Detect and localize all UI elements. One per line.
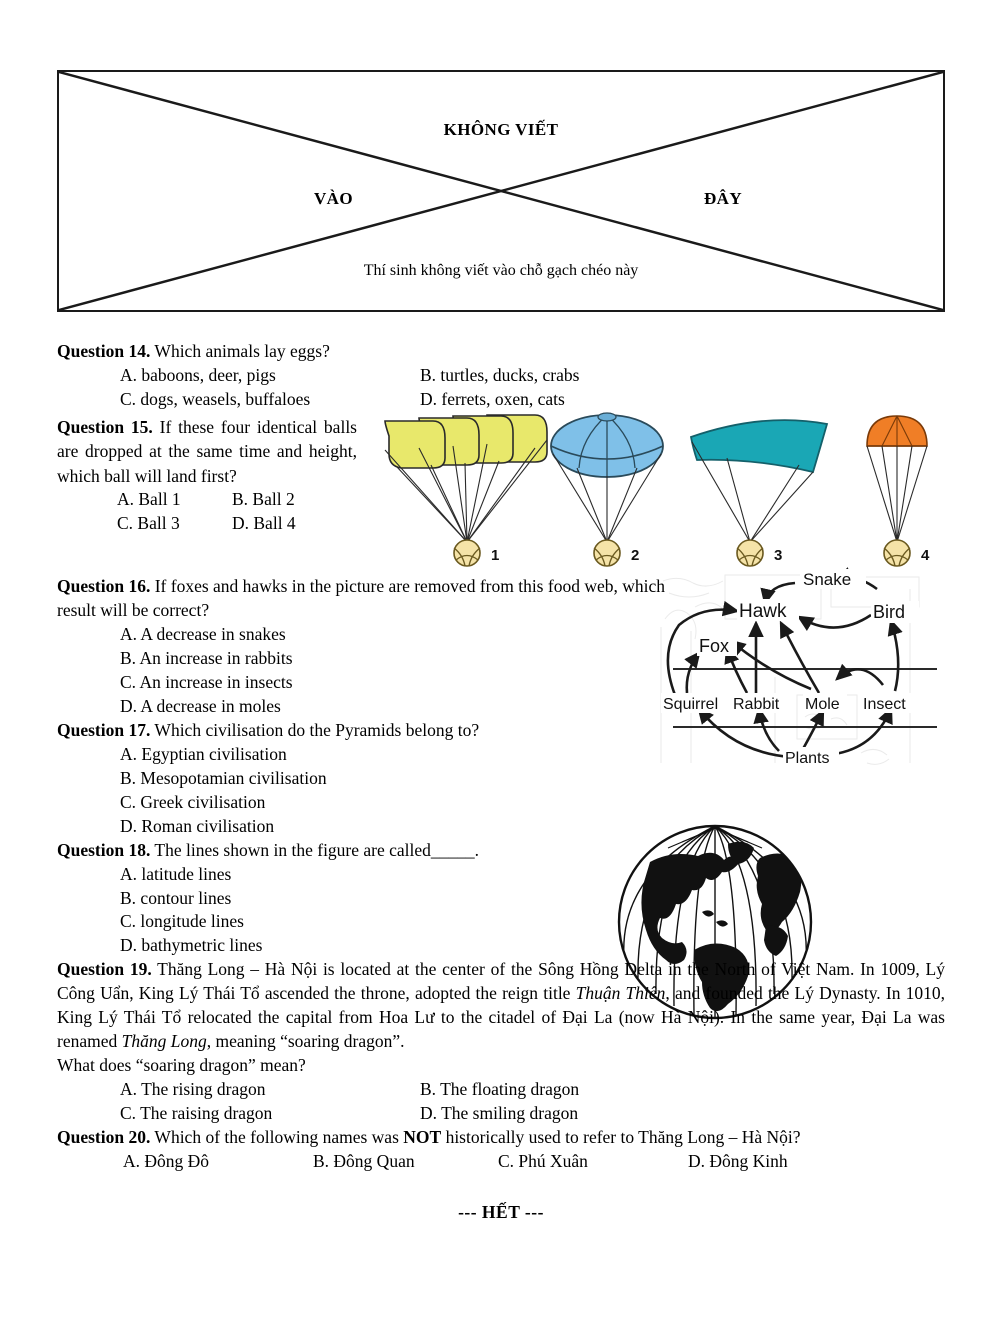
question-17-prompt (57, 719, 945, 743)
question-17-option-c[interactable]: C. Greek civilisation (120, 791, 266, 812)
question-15-text: If these four identical balls are dropped at the same time and height, which ball will land first? (57, 416, 357, 486)
question-15-option-d[interactable]: D. Ball 4 (232, 513, 296, 534)
question-18-option-b[interactable]: B. contour lines (120, 887, 232, 908)
question-20-text-before: Which of the following names was (154, 1127, 404, 1148)
foodweb-node-squirrel: Squirrel (663, 695, 719, 713)
question-16-text: If foxes and hawks in the picture are removed from this food web, which result will be correct? (57, 575, 665, 620)
question-15-option-row-1 (57, 488, 387, 512)
parachute-illustration (375, 410, 950, 570)
question-20-option-a[interactable]: A. Đông Đô (123, 1151, 210, 1172)
question-17-option-d[interactable]: D. Roman civilisation (120, 815, 275, 836)
question-17-option-b[interactable]: B. Mesopotamian civilisation (120, 767, 327, 788)
question-16-option-b[interactable]: B. An increase in rabbits (120, 647, 293, 668)
nowrite-top-label: KHÔNG VIẾT (443, 120, 559, 139)
question-14-option-row-2 (57, 388, 945, 412)
parachute-4 (867, 416, 930, 566)
question-14-option-row-1 (57, 364, 945, 388)
nowrite-left-label: VÀO (314, 189, 353, 208)
question-15-number: Question 15. (57, 416, 153, 437)
question-20-prompt (57, 1126, 945, 1150)
question-19-option-a[interactable]: A. The rising dragon (120, 1079, 266, 1100)
do-not-write-box (57, 70, 945, 312)
foodweb-node-fox: Fox (699, 635, 730, 656)
question-19-option-c[interactable]: C. The raising dragon (120, 1103, 273, 1124)
parachute-3-index: 3 (774, 546, 783, 564)
question-15 (57, 415, 945, 575)
parachute-1 (385, 415, 547, 566)
foodweb-node-plants: Plants (785, 749, 830, 767)
question-15-option-b[interactable]: B. Ball 2 (232, 489, 295, 510)
question-14-prompt (57, 340, 945, 364)
question-16-prompt (57, 575, 672, 623)
question-20-emphasis-not: NOT (403, 1127, 442, 1148)
question-17-text: Which civilisation do the Pyramids belong to? (154, 719, 480, 740)
parachute-2-index: 2 (631, 546, 640, 564)
question-19-option-b[interactable]: B. The floating dragon (420, 1079, 580, 1100)
foodweb-node-mole: Mole (805, 695, 840, 713)
question-20-option-b[interactable]: B. Đông Quan (313, 1151, 415, 1172)
question-18-text: The lines shown in the figure are called_____. (154, 839, 480, 860)
question-20 (57, 1126, 945, 1174)
question-19 (57, 958, 945, 1126)
question-14-option-b[interactable]: B. turtles, ducks, crabs (420, 364, 580, 385)
question-20-option-d[interactable]: D. Đông Kinh (688, 1151, 788, 1172)
question-19-part-3: , meaning “soaring dragon”. (206, 1031, 405, 1052)
question-14-option-c[interactable]: C. dogs, weasels, buffaloes (120, 388, 311, 409)
question-15-option-row-2 (57, 512, 387, 536)
question-19-number: Question 19. (57, 959, 152, 980)
parachute-balls-figure (375, 410, 950, 570)
question-20-option-c[interactable]: C. Phú Xuân (498, 1151, 588, 1172)
question-16-option-d[interactable]: D. A decrease in moles (120, 695, 281, 716)
question-14-option-a[interactable]: A. baboons, deer, pigs (120, 364, 276, 385)
question-19-part-2: , and founded the Lý Dynasty. In 1010, King Lý Thái Tổ relocated the capital from Hoa Lư to the citadel of Đại La (now Hà Nội). In the same year, Đại La was renamed (57, 983, 945, 1052)
question-19-part-1: Thăng Long – Hà Nội is located at the center of the Sông Hồng Delta in the North of Việt Nam. In 1009, Lý Công Uẩn, King Lý Thái Tổ ascended the throne, adopted the reign title (57, 959, 945, 1004)
question-19-city-name: Thăng Long (121, 1031, 207, 1052)
foodweb-node-bird: Bird (873, 601, 906, 622)
question-20-number: Question 20. (57, 1127, 151, 1148)
foodweb-node-insect: Insect (863, 695, 906, 713)
question-14 (57, 340, 945, 412)
question-18-option-c[interactable]: C. longitude lines (120, 911, 244, 932)
question-19-paragraph (57, 958, 945, 1054)
question-16-option-a[interactable]: A. A decrease in snakes (120, 623, 286, 644)
foodweb-node-hawk: Hawk (739, 600, 787, 622)
parachute-4-index: 4 (921, 546, 930, 564)
parachute-1-index: 1 (491, 546, 500, 564)
question-16-number: Question 16. (57, 575, 151, 596)
question-14-option-d[interactable]: D. ferrets, oxen, cats (420, 388, 565, 409)
question-18-number: Question 18. (57, 839, 151, 860)
foodweb-node-rabbit: Rabbit (733, 695, 780, 713)
nowrite-right-label: ĐÂY (704, 189, 743, 208)
question-14-text: Which animals lay eggs? (154, 341, 330, 361)
question-19-sub-prompt: What does “soaring dragon” mean? (57, 1055, 306, 1076)
question-20-text-after: historically used to refer to Thăng Long – Hà Nội? (441, 1127, 801, 1148)
question-17-option-a[interactable]: A. Egyptian civilisation (120, 743, 287, 764)
question-14-number: Question 14. (57, 341, 151, 361)
question-19-option-row-2 (57, 1102, 945, 1126)
end-of-exam-marker: --- HẾT --- (458, 1202, 544, 1223)
question-15-prompt (57, 415, 357, 489)
question-15-option-a[interactable]: A. Ball 1 (117, 489, 181, 510)
question-16-option-c[interactable]: C. An increase in insects (120, 671, 293, 692)
parachute-2 (551, 413, 663, 566)
question-20-option-row (57, 1150, 945, 1174)
foodweb-node-snake: Snake (803, 569, 852, 589)
parachute-3 (691, 420, 827, 566)
question-17-number: Question 17. (57, 719, 151, 740)
question-15-options (57, 488, 387, 536)
question-19-option-row-1 (57, 1078, 945, 1102)
exam-questions-body (57, 340, 945, 1223)
question-18-option-d[interactable]: D. bathymetric lines (120, 935, 263, 956)
question-19-option-d[interactable]: D. The smiling dragon (420, 1103, 579, 1124)
question-15-option-c[interactable]: C. Ball 3 (117, 513, 180, 534)
question-19-reign-title: Thuận Thiên (575, 983, 666, 1004)
question-18-option-a[interactable]: A. latitude lines (120, 863, 232, 884)
nowrite-bottom-note: Thí sinh không viết vào chỗ gạch chéo này (363, 262, 639, 279)
